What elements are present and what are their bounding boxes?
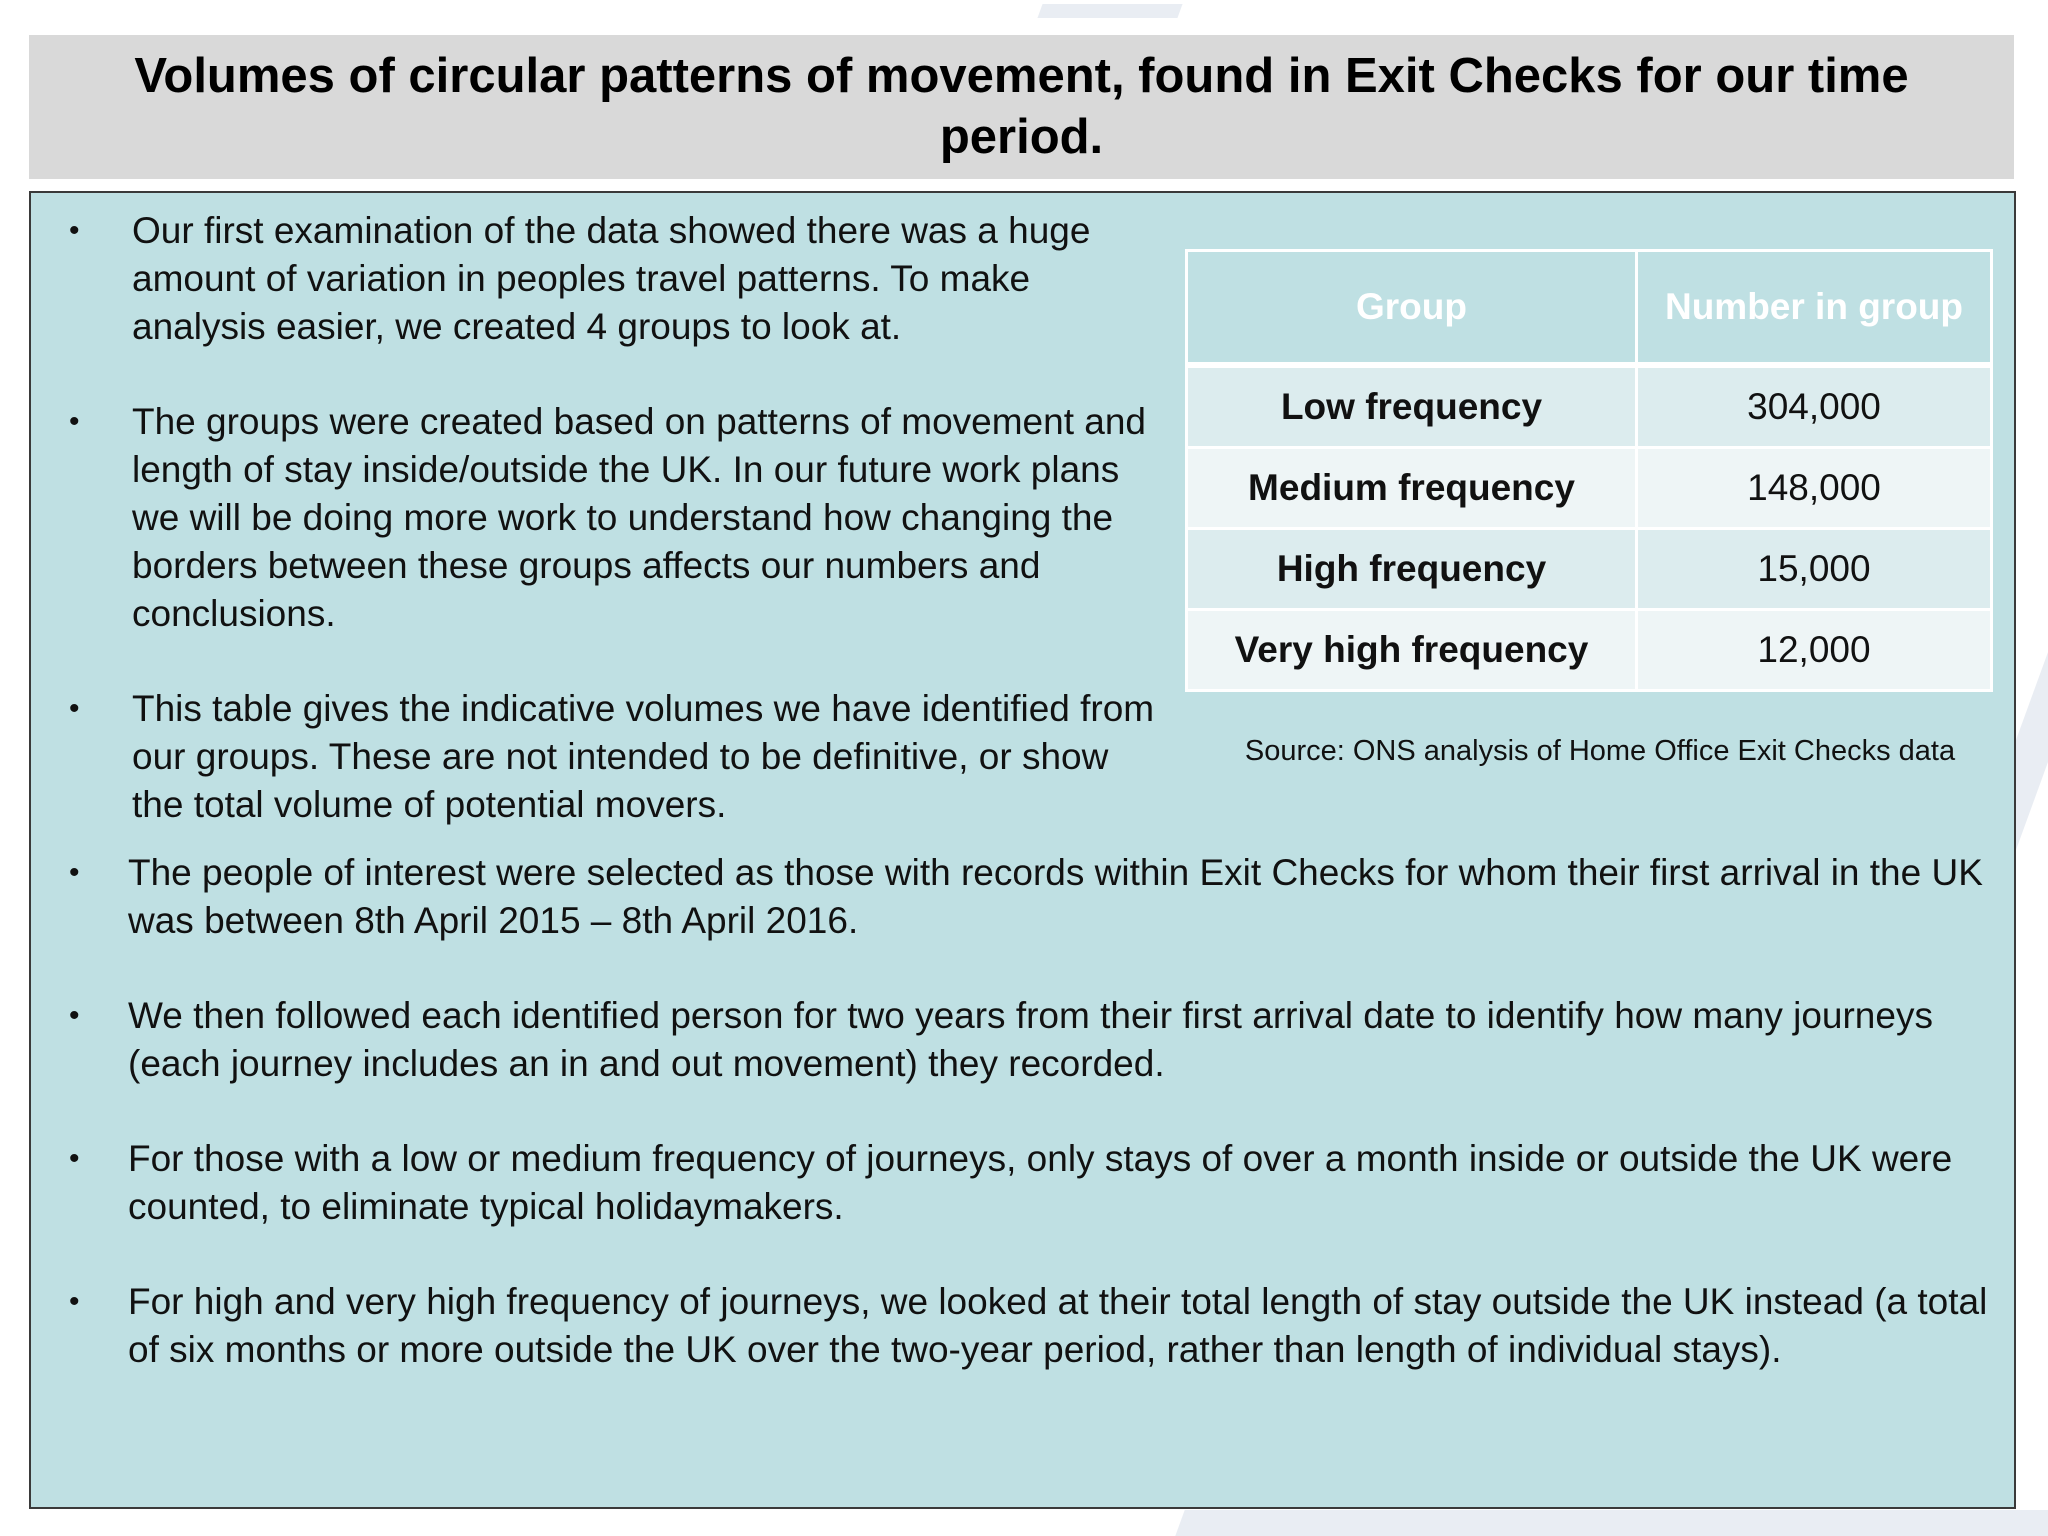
bullet-item <box>69 1278 1988 1374</box>
bullet-item <box>69 992 1988 1088</box>
table-row <box>1187 448 1992 529</box>
table-cell-group: High frequency <box>1187 529 1637 610</box>
bullet-dot: • <box>69 405 80 438</box>
table-row <box>1187 529 1992 610</box>
bullet-dot: • <box>69 999 80 1032</box>
background-decoration <box>1037 4 1182 18</box>
table-cell-group: Medium frequency <box>1187 448 1637 529</box>
table-row <box>1187 610 1992 691</box>
bullet-dot: • <box>69 692 80 725</box>
bullet-item <box>69 398 1162 638</box>
slide-title: Volumes of circular patterns of movement, found in Exit Checks for our time period. <box>134 49 1909 164</box>
table-cell-number: 304,000 <box>1637 365 1992 448</box>
bullet-item <box>69 685 1162 829</box>
bullet-text: We then followed each identified person for two years from their first arrival date to identify how many journeys (each journey includes an in and out movement) they recorded. <box>128 995 1933 1084</box>
bullet-dot: • <box>69 856 80 889</box>
bullet-text: The people of interest were selected as those with records within Exit Checks for whom their first arrival in the UK was between 8th April 2015 – 8th April 2016. <box>128 852 1983 941</box>
table-header-number: Number in group <box>1637 251 1992 366</box>
bullet-item <box>69 1135 1988 1231</box>
bullet-item <box>69 849 1988 945</box>
bullet-text: Our first examination of the data showed there was a huge amount of variation in peoples travel patterns. To make analysis easier, we created 4 groups to look at. <box>132 210 1091 347</box>
table-header-row <box>1187 251 1992 366</box>
table-header-group: Group <box>1187 251 1637 366</box>
table-cell-number: 148,000 <box>1637 448 1992 529</box>
bullet-text: The groups were created based on patterns of movement and length of stay inside/outside the UK. In our future work plans we will be doing more work to understand how changing the borders between these groups affects our numbers and conclusions. <box>132 401 1146 634</box>
bullet-text: For those with a low or medium frequency of journeys, only stays of over a month inside or outside the UK were counted, to eliminate typical holidaymakers. <box>128 1138 1953 1227</box>
bullet-dot: • <box>69 1285 80 1318</box>
table-cell-group: Low frequency <box>1187 365 1637 448</box>
bullet-dot: • <box>69 1142 80 1175</box>
table-cell-number: 15,000 <box>1637 529 1992 610</box>
table-row <box>1187 365 1992 448</box>
bullet-item <box>69 207 1162 351</box>
background-decoration <box>1175 1510 2048 1536</box>
table-cell-number: 12,000 <box>1637 610 1992 691</box>
bullet-text: This table gives the indicative volumes we have identified from our groups. These are not intended to be definitive, or show the total volume of potential movers. <box>132 688 1155 825</box>
bullet-text: For high and very high frequency of journeys, we looked at their total length of stay outside the UK instead (a total of six months or more outside the UK over the two-year period, rather than length of individual stays). <box>128 1281 1988 1370</box>
title-bar <box>29 35 2014 179</box>
group-volume-table <box>1185 249 1993 692</box>
table-cell-group: Very high frequency <box>1187 610 1637 691</box>
bullet-dot: • <box>69 214 80 247</box>
source-note: Source: ONS analysis of Home Office Exit Checks data <box>1244 735 1956 767</box>
